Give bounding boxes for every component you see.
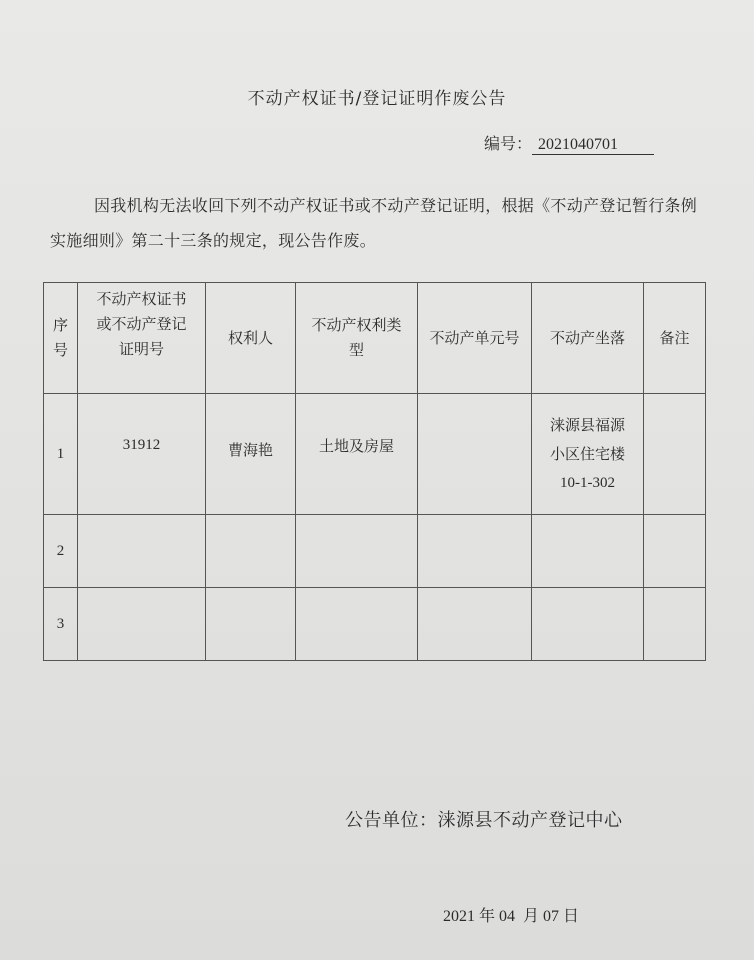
cell-holder	[206, 515, 296, 588]
header-cert-no	[78, 283, 206, 394]
header-unit-no: 不动产单元号	[418, 283, 532, 394]
table-row	[44, 515, 706, 588]
cell-right-type: 土地及房屋	[296, 394, 418, 515]
header-right-type	[296, 283, 418, 394]
cell-right-type	[296, 588, 418, 661]
serial-value: 2021040701	[532, 136, 654, 155]
cell-location-line: 10-1-302	[560, 474, 615, 491]
header-cert-no-line: 不动产权证书	[96, 290, 187, 308]
cell-cert-no	[78, 515, 206, 588]
table-row	[44, 394, 706, 515]
header-cert-no-line: 或不动产登记	[96, 315, 187, 333]
agency-name: 涞源县不动产登记中心	[437, 810, 623, 831]
header-right-type-line: 型	[348, 341, 364, 359]
serial-number	[484, 131, 654, 155]
cell-unit-no	[418, 588, 532, 661]
cell-holder: 曹海艳	[206, 394, 296, 515]
cell-unit-no	[418, 394, 532, 515]
header-cert-no-line: 证明号	[118, 340, 164, 358]
cell-cert-no: 31912	[78, 394, 206, 515]
serial-label: 编号：	[484, 134, 533, 153]
certificate-table	[43, 282, 706, 661]
cell-remark	[644, 394, 706, 515]
agency-label: 公告单位：	[345, 810, 438, 831]
table-row	[44, 588, 706, 661]
cell-unit-no	[418, 515, 532, 588]
cell-location-line: 小区住宅楼	[549, 444, 625, 463]
document-title: 不动产权证书/登记证明作废公告	[247, 89, 507, 109]
cell-cert-no	[78, 588, 206, 661]
table-header-row	[44, 283, 706, 394]
cell-remark	[644, 515, 706, 588]
issuing-agency	[345, 806, 623, 832]
intro-paragraph: 因我机构无法收回下列不动产权证书或不动产登记证明，根据《不动产登记暂行条例实施细则》第二十三条的规定，现公告作废。	[50, 196, 698, 250]
cell-seq: 2	[44, 515, 78, 588]
cell-location	[532, 515, 644, 588]
cell-location-line: 涞源县福源	[549, 415, 625, 434]
issue-date: 2021 年 04 月 07 日	[443, 908, 580, 925]
header-location: 不动产坐落	[532, 283, 644, 394]
header-holder: 权利人	[206, 283, 296, 394]
cell-remark	[644, 588, 706, 661]
cell-location	[532, 588, 644, 661]
header-right-type-line: 不动产权利类	[311, 316, 402, 334]
header-seq-line: 号	[52, 341, 68, 359]
cell-location	[532, 394, 644, 515]
cell-holder	[206, 588, 296, 661]
cell-seq: 3	[44, 588, 78, 661]
cell-right-type	[296, 515, 418, 588]
header-seq	[44, 283, 78, 394]
header-seq-line: 序	[52, 316, 68, 334]
header-remark: 备注	[644, 283, 706, 394]
cell-seq: 1	[44, 394, 78, 515]
